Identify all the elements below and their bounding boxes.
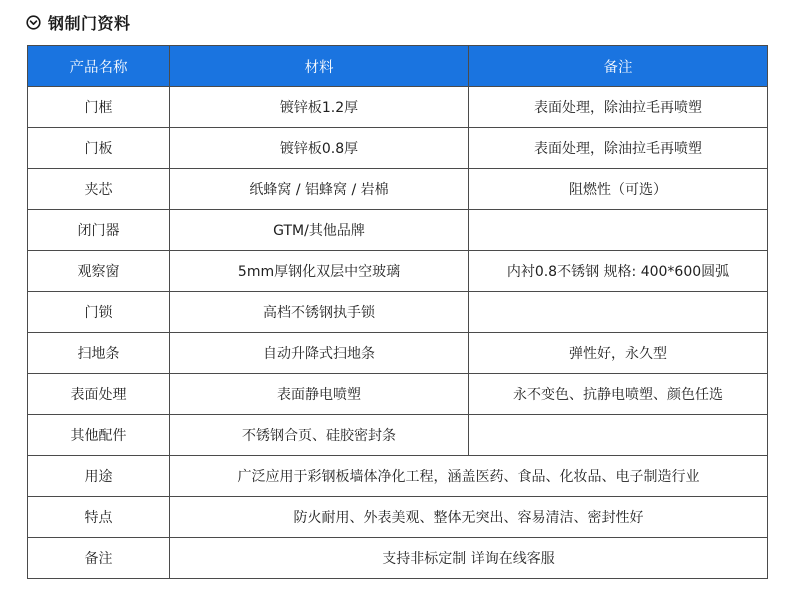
cell-merged-value: 广泛应用于彩钢板墙体净化工程，涵盖医药、食品、化妆品、电子制造行业	[170, 456, 768, 497]
table-row-merged	[28, 497, 768, 538]
cell-material: 高档不锈钢执手锁	[170, 292, 469, 333]
cell-name: 闭门器	[28, 210, 170, 251]
table-row	[28, 169, 768, 210]
table-row-merged	[28, 456, 768, 497]
cell-name: 观察窗	[28, 251, 170, 292]
table-row	[28, 210, 768, 251]
table-row	[28, 333, 768, 374]
table-row	[28, 87, 768, 128]
cell-note	[469, 292, 768, 333]
cell-name: 门框	[28, 87, 170, 128]
cell-material: GTM/其他品牌	[170, 210, 469, 251]
cell-note: 表面处理，除油拉毛再喷塑	[469, 128, 768, 169]
cell-material: 不锈钢合页、硅胶密封条	[170, 415, 469, 456]
table-row	[28, 128, 768, 169]
cell-name: 扫地条	[28, 333, 170, 374]
cell-material: 镀锌板0.8厚	[170, 128, 469, 169]
cell-name: 门板	[28, 128, 170, 169]
cell-name: 夹芯	[28, 169, 170, 210]
cell-note: 表面处理，除油拉毛再喷塑	[469, 87, 768, 128]
cell-note: 阻燃性（可选）	[469, 169, 768, 210]
cell-name: 其他配件	[28, 415, 170, 456]
cell-name: 特点	[28, 497, 170, 538]
table-row	[28, 292, 768, 333]
spec-table	[27, 45, 768, 579]
cell-merged-value: 支持非标定制 详询在线客服	[170, 538, 768, 579]
cell-note: 内衬0.8不锈钢 规格: 400*600圆弧	[469, 251, 768, 292]
section-heading	[26, 11, 131, 33]
cell-name: 用途	[28, 456, 170, 497]
table-row	[28, 251, 768, 292]
cell-name: 表面处理	[28, 374, 170, 415]
cell-material: 5mm厚钢化双层中空玻璃	[170, 251, 469, 292]
cell-note: 永不变色、抗静电喷塑、颜色任选	[469, 374, 768, 415]
cell-name: 门锁	[28, 292, 170, 333]
cell-note	[469, 210, 768, 251]
cell-note: 弹性好，永久型	[469, 333, 768, 374]
cell-name: 备注	[28, 538, 170, 579]
cell-material: 表面静电喷塑	[170, 374, 469, 415]
column-header-note: 备注	[469, 46, 768, 87]
column-header-material: 材料	[170, 46, 469, 87]
table-header-row	[28, 46, 768, 87]
cell-merged-value: 防火耐用、外表美观、整体无突出、容易清洁、密封性好	[170, 497, 768, 538]
cell-material: 纸蜂窝 / 铝蜂窝 / 岩棉	[170, 169, 469, 210]
table-row	[28, 374, 768, 415]
table-row	[28, 415, 768, 456]
table-row-merged	[28, 538, 768, 579]
section-title: 钢制门资料	[48, 13, 131, 33]
cell-note	[469, 415, 768, 456]
column-header-name: 产品名称	[28, 46, 170, 87]
cell-material: 镀锌板1.2厚	[170, 87, 469, 128]
chevron-down-circle-icon	[26, 15, 41, 30]
cell-material: 自动升降式扫地条	[170, 333, 469, 374]
